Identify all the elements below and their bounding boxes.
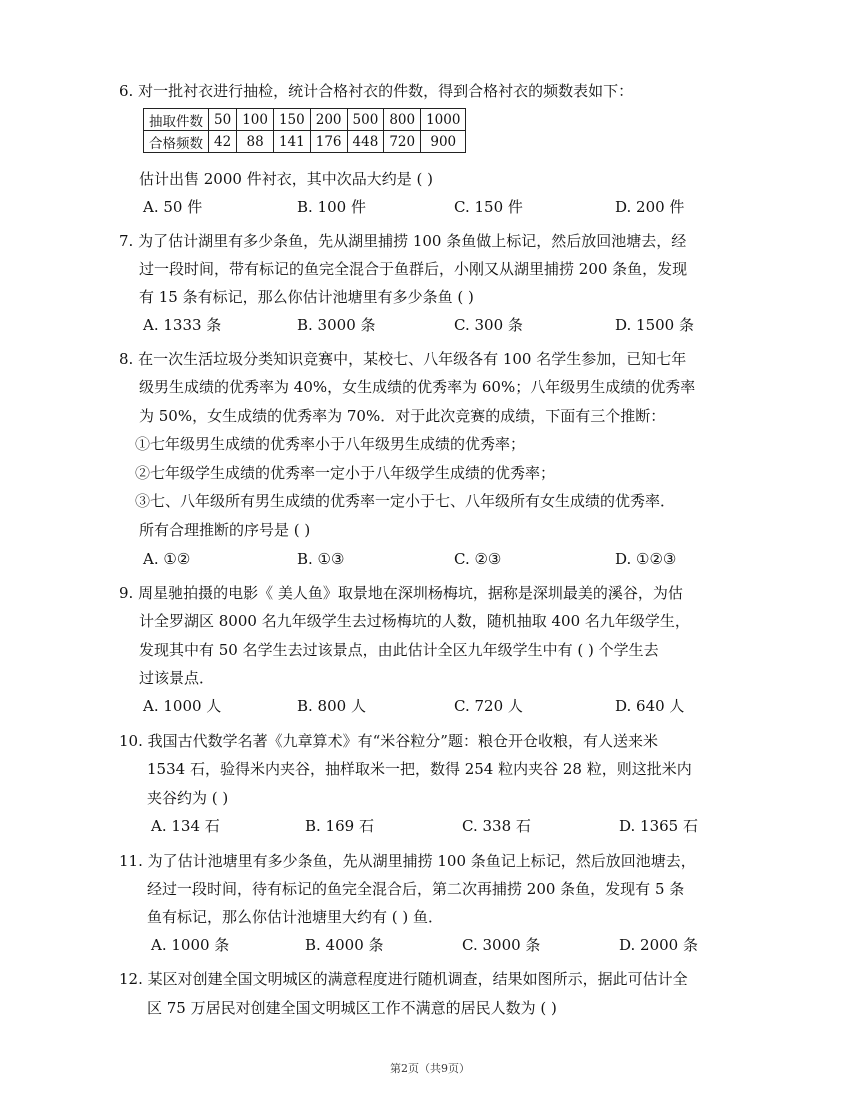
q9-line-4: 过该景点．	[139, 669, 215, 687]
q8-option-a: A. ①②	[143, 550, 191, 568]
page-footer: 第2页（共9页）	[390, 1062, 470, 1075]
q8-statement-1: ①七年级男生成绩的优秀率小于八年级男生成绩的优秀率；	[135, 435, 526, 453]
q7-line-1: 7. 为了估计湖里有多少条鱼，先从湖里捕捞 100 条鱼做上标记，然后放回池塘去，经	[119, 232, 687, 250]
q10-option-a: A. 134 石	[151, 817, 220, 835]
frequency-table	[143, 108, 466, 153]
q10-option-d: D. 1365 石	[619, 817, 698, 835]
table-row	[144, 131, 466, 153]
q9-option-a: A. 1000 人	[143, 697, 222, 715]
q10-line-3: 夹谷约为 ( )	[147, 789, 229, 807]
q10-option-b: B. 169 石	[305, 817, 374, 835]
q9-line-1: 9. 周星驰拍摄的电影《 美人鱼》取景地在深圳杨梅坑，据称是深圳最美的溪谷，为估	[119, 584, 683, 602]
q6-question: 估计出售 2000 件衬衣，其中次品大约是 ( )	[139, 170, 433, 188]
q11-option-b: B. 4000 条	[305, 936, 384, 954]
table-cell: 800	[384, 109, 421, 131]
q9-line-2: 计全罗湖区 8000 名九年级学生去过杨梅坑的人数，随机抽取 400 名九年级学生，	[139, 612, 690, 630]
table-cell: 100	[237, 109, 274, 131]
q10-option-c: C. 338 石	[462, 817, 531, 835]
q9-line-3: 发现其中有 50 名学生去过该景点，由此估计全区九年级学生中有 ( ) 个学生去	[139, 641, 659, 659]
q11-line-1: 11. 为了估计池塘里有多少条鱼，先从湖里捕捞 100 条鱼记上标记，然后放回池塘去，	[119, 852, 696, 870]
q7-line-2: 过一段时间，带有标记的鱼完全混合于鱼群后，小刚又从湖里捕捞 200 条鱼，发现	[139, 260, 688, 278]
q9-option-c: C. 720 人	[454, 697, 523, 715]
table-cell: 150	[273, 109, 310, 131]
q6-option-d: D. 200 件	[615, 198, 685, 216]
table-cell: 448	[347, 131, 384, 153]
q7-option-c: C. 300 条	[454, 316, 523, 334]
q8-line-3: 为 50%，女生成绩的优秀率为 70%．对于此次竞赛的成绩，下面有三个推断：	[139, 407, 666, 425]
q11-option-c: C. 3000 条	[462, 936, 541, 954]
q6-stem: 6. 对一批衬衣进行抽检，统计合格衬衣的件数，得到合格衬衣的频数表如下：	[119, 82, 634, 100]
table-cell: 50	[209, 109, 237, 131]
q6-option-a: A. 50 件	[143, 198, 203, 216]
table-cell: 1000	[421, 109, 466, 131]
q12-line-1: 12. 某区对创建全国文明城区的满意程度进行随机调查，结果如图所示，据此可估计全	[119, 970, 688, 988]
table-header-cell: 合格频数	[144, 131, 209, 153]
table-row	[144, 109, 466, 131]
q7-line-3: 有 15 条有标记，那么你估计池塘里有多少条鱼 ( )	[139, 288, 474, 306]
q8-option-b: B. ①③	[297, 550, 345, 568]
q8-line-2: 级男生成绩的优秀率为 40%，女生成绩的优秀率为 60%；八年级男生成绩的优秀率	[139, 378, 696, 396]
q6-option-b: B. 100 件	[297, 198, 366, 216]
q9-option-b: B. 800 人	[297, 697, 366, 715]
q6-option-c: C. 150 件	[454, 198, 523, 216]
q9-option-d: D. 640 人	[615, 697, 685, 715]
q8-statement-2: ②七年级学生成绩的优秀率一定小于八年级学生成绩的优秀率；	[135, 464, 556, 482]
q11-option-d: D. 2000 条	[619, 936, 698, 954]
q8-line-1: 8. 在一次生活垃圾分类知识竞赛中，某校七、八年级各有 100 名学生参加，已知七年	[119, 350, 687, 368]
table-cell: 500	[347, 109, 384, 131]
q11-line-2: 经过一段时间，待有标记的鱼完全混合后，第二次再捕捞 200 条鱼，发现有 5 条	[147, 880, 685, 898]
table-cell: 88	[237, 131, 274, 153]
q10-line-1: 10. 我国古代数学名著《九章算术》有“米谷粒分”题：粮仓开仓收粮，有人送来米	[119, 732, 658, 750]
q11-option-a: A. 1000 条	[151, 936, 230, 954]
q12-line-2: 区 75 万居民对创建全国文明城区工作不满意的居民人数为 ( )	[147, 999, 557, 1017]
table-header-cell: 抽取件数	[144, 109, 209, 131]
q10-line-2: 1534 石，验得米内夹谷，抽样取米一把，数得 254 粒内夹谷 28 粒，则这批米内	[147, 760, 692, 778]
q8-statement-3: ③七、八年级所有男生成绩的优秀率一定小于七、八年级所有女生成绩的优秀率．	[135, 492, 676, 510]
q8-option-d: D. ①②③	[615, 550, 677, 568]
table-cell: 900	[421, 131, 466, 153]
q7-option-b: B. 3000 条	[297, 316, 376, 334]
table-cell: 720	[384, 131, 421, 153]
table-cell: 141	[273, 131, 310, 153]
table-cell: 42	[209, 131, 237, 153]
q7-option-a: A. 1333 条	[143, 316, 222, 334]
table-cell: 200	[310, 109, 347, 131]
q8-option-c: C. ②③	[454, 550, 502, 568]
q11-line-3: 鱼有标记，那么你估计池塘里大约有 ( ) 鱼．	[147, 908, 444, 926]
table-cell: 176	[310, 131, 347, 153]
q8-line-7: 所有合理推断的序号是 ( )	[139, 521, 311, 539]
q7-option-d: D. 1500 条	[615, 316, 694, 334]
